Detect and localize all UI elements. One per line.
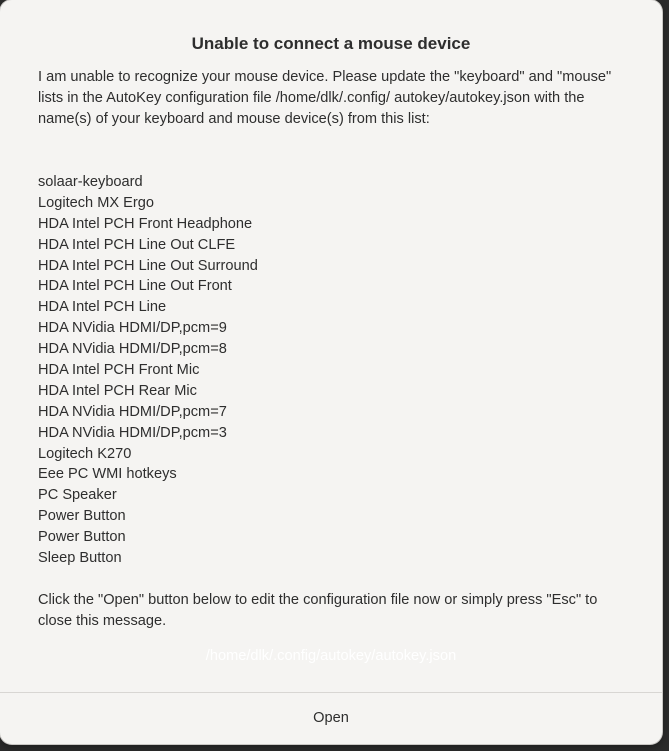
list-item: HDA Intel PCH Line Out Surround (38, 257, 258, 274)
list-item: Power Button (38, 508, 126, 525)
list-item: Logitech K270 (38, 445, 132, 462)
list-item: Sleep Button (38, 550, 122, 567)
config-file-link[interactable]: /home/dlk/.config/autokey/autokey.json (205, 648, 457, 664)
list-item: solaar-keyboard (38, 174, 143, 190)
list-item: HDA NVidia HDMI/DP,pcm=3 (38, 424, 227, 441)
dialog-title: Unable to connect a mouse device (191, 34, 471, 53)
dialog-message (38, 67, 628, 632)
intro-text: I am unable to recognize your mouse device. Please update the "keyboard" and "mouse" lists in the AutoKey configuration file /home/dlk/.config/ autokey/autokey.json with the name(s) of your keyboard and mouse device(s) from this list: (38, 69, 612, 127)
list-item: HDA NVidia HDMI/DP,pcm=7 (38, 403, 227, 420)
list-item: HDA NVidia HDMI/DP,pcm=9 (38, 320, 227, 337)
list-item: HDA Intel PCH Line Out Front (38, 278, 232, 295)
list-item: Power Button (38, 529, 126, 546)
list-item: Eee PC WMI hotkeys (38, 466, 177, 483)
list-item: Logitech MX Ergo (38, 194, 155, 211)
device-list (38, 172, 628, 569)
open-button[interactable]: Open (0, 693, 662, 744)
list-item: PC Speaker (38, 487, 117, 504)
list-item: HDA Intel PCH Rear Mic (38, 382, 197, 399)
list-item: HDA Intel PCH Front Headphone (38, 215, 253, 232)
list-item: HDA Intel PCH Line Out CLFE (38, 236, 236, 253)
list-item: HDA NVidia HDMI/DP,pcm=8 (38, 341, 227, 358)
list-item: HDA Intel PCH Front Mic (38, 362, 200, 379)
list-item: HDA Intel PCH Line (38, 299, 167, 316)
outro-text: Click the "Open" button below to edit the configuration file now or simply press "Esc" to close this message. (38, 591, 598, 629)
